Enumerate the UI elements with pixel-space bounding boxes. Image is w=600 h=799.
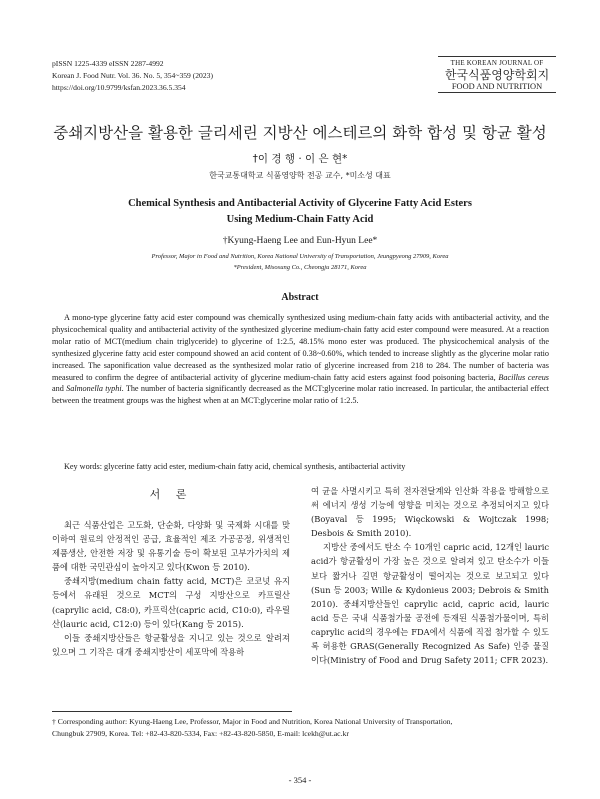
body-paragraph: 중쇄지방(medium chain fatty acid, MCT)은 코코넛 유지 등에서 유래된 것으로 MCT의 구성 지방산으로 카프릴산(caprylic acid, C8:0), 카프릭산(capric acid, C10:0), 라우릴산(lauric acid, C12:0) 등이 있다(Kang 등 2015). (52, 576, 290, 629)
affiliation-english-line2: *President, Misosung Co., Cheongju 28171, Korea (233, 264, 367, 271)
abstract-text-1: A mono-type glycerine fatty acid ester compound was chemically synthesized using medium-chain fatty acids with antibacterial activity, and the physicochemical quality and antibacterial activity of the synthesized glycerine medium-chain fatty acid ester compound were measured. At a reaction molar ratio of MCT(medium chain triglyceride) to glycerine of 1:2.5, 48.15% mono ester was produced. The physicochemical analysis of the synthesized glycerine fatty acid ester compound showed an acid content of 0.38~0.60%, which tended to increase slightly as the glycerine molar ratio increased. The saponification value decreased as the synthesized molar ratio of glycerine increased from 218 to 284. The number of bacteria was measured to confirm the degree of antibacterial activity of glycerine medium-chain fatty acid esters against food poisoning bacteria, (52, 313, 549, 382)
doi-link[interactable]: https://doi.org/10.9799/ksfan.2023.36.5.354 (52, 83, 186, 92)
body-paragraph: 최근 식품산업은 고도화, 단순화, 다양화 및 국제화 시대를 맞이하여 원료의 안정적인 공급, 효율적인 제조 가공공정, 위생적인 제품생산, 안전한 저장 및 유통기술 등이 확보된 고부가가치의 제품에 대한 국민관심이 높아지고 있다(Kwon 등 2010). (52, 520, 290, 573)
footnote-divider (52, 711, 292, 712)
journal-masthead (438, 56, 556, 93)
corresponding-author-footnote (52, 716, 549, 740)
section-title-introduction: 서 론 (149, 488, 193, 501)
authors-english: †Kyung-Haeng Lee and Eun-Hyun Lee* (222, 236, 378, 246)
title-english-line1: Chemical Synthesis and Antibacterial Activity of Glycerine Fatty Acid Esters (128, 198, 472, 209)
issn-line: pISSN 1225-4339 eISSN 2287-4992 (52, 59, 164, 68)
authors-korean: †이 경 행 · 이 은 현* (252, 153, 348, 165)
title-english (60, 196, 540, 228)
abstract-species-bacillus: Bacillus cereus (498, 372, 549, 382)
journal-name-en-top: THE KOREAN JOURNAL OF (438, 56, 556, 67)
body-paragraph: 여 균을 사멸시키고 특히 전자전달계와 인산화 작용을 방해함으로써 에너지 생성 기능에 영향을 미치는 것으로 추정되어지고 있다(Boyaval 등 1995; Więckowski & Wojtczak 1998; Desbois & Smith 2010). (311, 486, 549, 539)
affiliation-korean: 한국교통대학교 식품영양학 전공 교수, *미소성 대표 (209, 171, 391, 180)
abstract-conjunction: and (52, 384, 67, 394)
journal-name-en-bottom: FOOD AND NUTRITION (438, 82, 556, 93)
right-column (311, 484, 549, 667)
citation-line: Korean J. Food Nutr. Vol. 36. No. 5, 354~359 (2023) (52, 71, 213, 80)
title-korean: 중쇄지방산을 활용한 글리세린 지방산 에스테르의 화학 합성 및 항균 활성 (53, 124, 547, 142)
body-paragraph: 지방산 중에서도 탄소 수 10개인 capric acid, 12개인 lauric acid가 항균활성이 가장 높은 것으로 알려져 있고 탄소수가 이들보다 짧거나 길면 항균활성이 떨어지는 것으로 보고되고 있다(Sun 등 2003; Wille & Kydonieus 2003; Debrois & Smith 2010). 중쇄지방산들인 caprylic acid, capric acid, lauric acid 등은 국내 식품첨가물 공전에 등재된 식품첨가물이며, 특히 caprylic acid의 경우에는 FDA에서 식품에 직접 첨가할 수 있도록 허용한 GRAS(Generally Recognized As Safe) 인증 물질이다(Ministry of Food and Drug Safety 2011; CFR 2023). (311, 542, 549, 666)
journal-name-ko: 한국식품영양학회지 (444, 68, 550, 82)
title-english-line2: Using Medium-Chain Fatty Acid (226, 214, 374, 225)
footnote-line1: † Corresponding author: Kyung-Haeng Lee, Professor, Major in Food and Nutrition, Korea National University of Transportation, (52, 717, 453, 726)
keywords: Key words: glycerine fatty acid ester, medium-chain fatty acid, chemical synthesis, antibacterial activity (64, 462, 406, 471)
left-column (52, 518, 290, 659)
abstract-species-salmonella: Salmonella typhi (66, 384, 122, 394)
affiliation-english (0, 251, 600, 273)
article-metadata (52, 58, 213, 94)
abstract-heading: Abstract (281, 292, 319, 303)
footnote-line2: Chungbuk 27909, Korea. Tel: +82-43-820-5334, Fax: +82-43-820-5850, E-mail: lcekh@ut.ac.kr (52, 729, 349, 738)
page-number: - 354 - (288, 775, 312, 785)
body-paragraph: 이들 중쇄지방산들은 항균활성을 지니고 있는 것으로 알려져 있으며 그 기작은 대개 중쇄지방산이 세포막에 작용하 (52, 632, 290, 657)
abstract-body (52, 312, 549, 407)
abstract-text-2: . The number of bacteria significantly decreased as the MCT:glycerine molar ratio increased. In particular, the antibacterial effect between the treatment groups was the highest when at an MCT:glycerine molar ratio of 1:2.5. (52, 384, 549, 406)
affiliation-english-line1: Professor, Major in Food and Nutrition, Korea National University of Transportation, Jeungpyeong 27909, Korea (151, 253, 449, 260)
